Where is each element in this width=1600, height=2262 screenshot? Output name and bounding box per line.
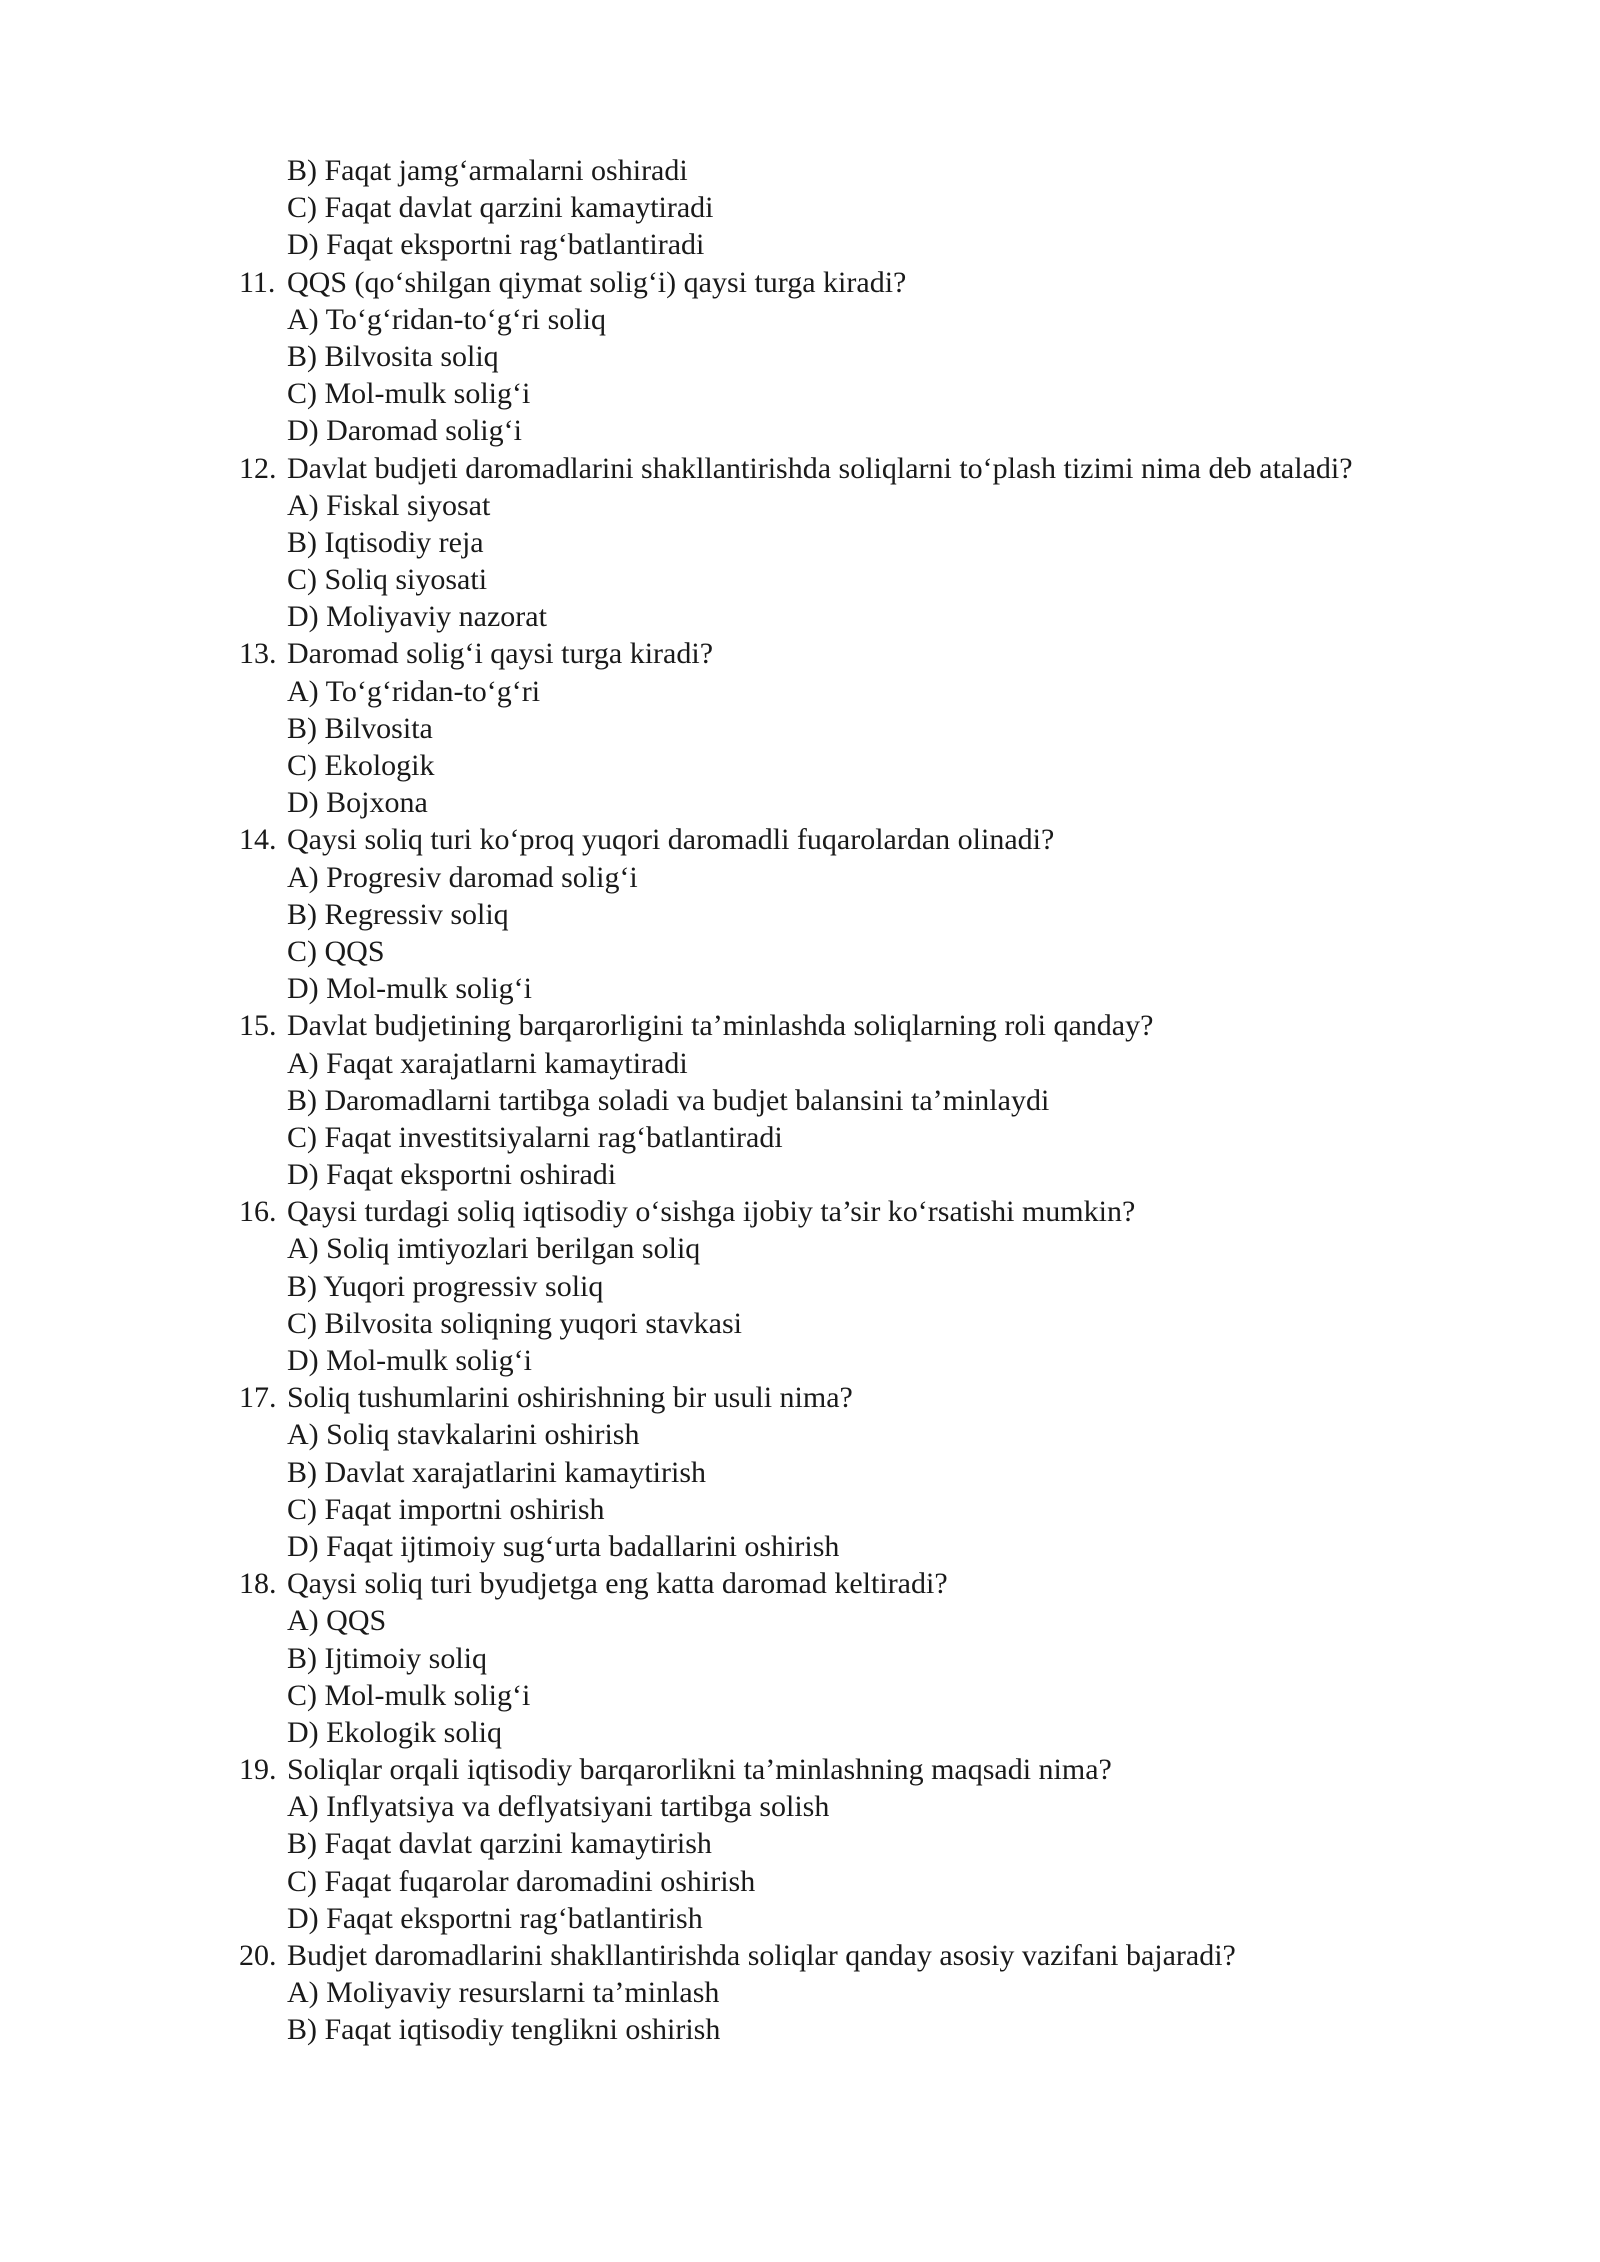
question-number: 17. bbox=[239, 1381, 277, 1415]
option-item: B) Regressiv soliq bbox=[287, 897, 509, 931]
question-list bbox=[0, 152, 1600, 2049]
option-item: B) Ijtimoiy soliq bbox=[287, 1641, 488, 1675]
option-item: C) Soliq siyosati bbox=[287, 563, 488, 597]
option-item: D) Mol-mulk solig‘i bbox=[287, 1344, 532, 1377]
question-number: 18. bbox=[239, 1567, 277, 1601]
question-item bbox=[0, 1007, 1600, 1044]
option-item: B) Daromadlarni tartibga soladi va budjet balansini ta’minlaydi bbox=[287, 1083, 1050, 1117]
question-text: Soliq tushumlarini oshirishning bir usuli nima? bbox=[287, 1381, 853, 1415]
option-item: C) QQS bbox=[287, 934, 385, 968]
question-item bbox=[0, 264, 1600, 301]
question-text: Soliqlar orqali iqtisodiy barqarorlikni ta’minlashning maqsadi nima? bbox=[287, 1753, 1112, 1787]
option-item: B) Bilvosita bbox=[287, 711, 433, 745]
option-item: A) Moliyaviy resurslarni ta’minlash bbox=[287, 1976, 720, 2010]
option-item: B) Faqat jamg‘armalarni oshiradi bbox=[287, 154, 688, 187]
option-item: D) Mol-mulk solig‘i bbox=[287, 972, 532, 1006]
option-item: B) Iqtisodiy reja bbox=[287, 525, 484, 559]
question-number: 14. bbox=[239, 823, 277, 857]
option-item: D) Faqat eksportni rag‘batlantirish bbox=[287, 1901, 703, 1935]
option-item: A) Faqat xarajatlarni kamaytiradi bbox=[287, 1046, 688, 1080]
question-item bbox=[0, 1193, 1600, 1230]
option-item: D) Daromad solig‘i bbox=[287, 414, 522, 448]
option-item: D) Bojxona bbox=[287, 786, 428, 820]
question-text: Davlat budjeti daromadlarini shakllantirishda soliqlarni to‘plash tizimi nima deb ataladi? bbox=[287, 451, 1353, 485]
question-number: 15. bbox=[239, 1009, 277, 1043]
question-number: 13. bbox=[239, 637, 277, 671]
question-number: 11. bbox=[239, 265, 276, 299]
option-item: C) Faqat fuqarolar daromadini oshirish bbox=[287, 1864, 756, 1898]
question-text: Daromad solig‘i qaysi turga kiradi? bbox=[287, 637, 714, 671]
option-item: A) Progresiv daromad solig‘i bbox=[287, 860, 638, 894]
question-item bbox=[0, 1937, 1600, 1974]
option-item: A) To‘g‘ridan-to‘g‘ri soliq bbox=[287, 302, 606, 336]
option-item: A) Soliq imtiyozlari berilgan soliq bbox=[287, 1232, 701, 1266]
question-item bbox=[0, 1565, 1600, 1602]
question-text: Qaysi soliq turi byudjetga eng katta daromad keltiradi? bbox=[287, 1567, 948, 1601]
option-item: A) Soliq stavkalarini oshirish bbox=[287, 1418, 640, 1452]
question-number: 20. bbox=[239, 1939, 277, 1972]
option-item: C) Faqat investitsiyalarni rag‘batlantiradi bbox=[287, 1120, 783, 1154]
option-item: C) Faqat davlat qarzini kamaytiradi bbox=[287, 191, 714, 225]
question-text: Budjet daromadlarini shakllantirishda soliqlar qanday asosiy vazifani bajaradi? bbox=[287, 1939, 1236, 1972]
option-item: A) QQS bbox=[287, 1604, 387, 1638]
question-number: 12. bbox=[239, 451, 277, 485]
question-item bbox=[0, 821, 1600, 858]
option-item: D) Ekologik soliq bbox=[287, 1715, 502, 1749]
option-item: B) Bilvosita soliq bbox=[287, 339, 499, 373]
question-item bbox=[0, 1379, 1600, 1416]
option-item: D) Faqat ijtimoiy sug‘urta badallarini oshirish bbox=[287, 1529, 840, 1563]
option-item: A) To‘g‘ridan-to‘g‘ri bbox=[287, 674, 541, 708]
question-text: QQS (qo‘shilgan qiymat solig‘i) qaysi turga kiradi? bbox=[287, 265, 907, 299]
option-item: A) Fiskal siyosat bbox=[287, 488, 491, 522]
question-item bbox=[0, 1751, 1600, 1788]
question-item bbox=[0, 450, 1600, 487]
option-item: D) Moliyaviy nazorat bbox=[287, 600, 547, 634]
option-item: D) Faqat eksportni oshiradi bbox=[287, 1158, 617, 1192]
option-item: B) Faqat davlat qarzini kamaytirish bbox=[287, 1827, 712, 1861]
option-item: C) Faqat importni oshirish bbox=[287, 1492, 605, 1526]
option-item: D) Faqat eksportni rag‘batlantiradi bbox=[287, 228, 705, 262]
option-item: C) Mol-mulk solig‘i bbox=[287, 377, 531, 411]
option-item: B) Faqat iqtisodiy tenglikni oshirish bbox=[287, 2013, 721, 2047]
option-item: A) Inflyatsiya va deflyatsiyani tartibga solish bbox=[287, 1790, 830, 1824]
question-text: Qaysi soliq turi ko‘proq yuqori daromadli fuqarolardan olinadi? bbox=[287, 823, 1055, 857]
option-item: B) Davlat xarajatlarini kamaytirish bbox=[287, 1455, 707, 1489]
question-number: 19. bbox=[239, 1753, 277, 1787]
option-item: B) Yuqori progressiv soliq bbox=[287, 1269, 604, 1303]
question-text: Davlat budjetining barqarorligini ta’minlashda soliqlarning roli qanday? bbox=[287, 1009, 1154, 1043]
question-item bbox=[0, 635, 1600, 672]
option-item: C) Mol-mulk solig‘i bbox=[287, 1678, 531, 1712]
question-number: 16. bbox=[239, 1195, 277, 1229]
question-text: Qaysi turdagi soliq iqtisodiy o‘sishga ijobiy ta’sir ko‘rsatishi mumkin? bbox=[287, 1195, 1136, 1229]
option-item: C) Ekologik bbox=[287, 749, 435, 782]
option-item: C) Bilvosita soliqning yuqori stavkasi bbox=[287, 1306, 742, 1340]
